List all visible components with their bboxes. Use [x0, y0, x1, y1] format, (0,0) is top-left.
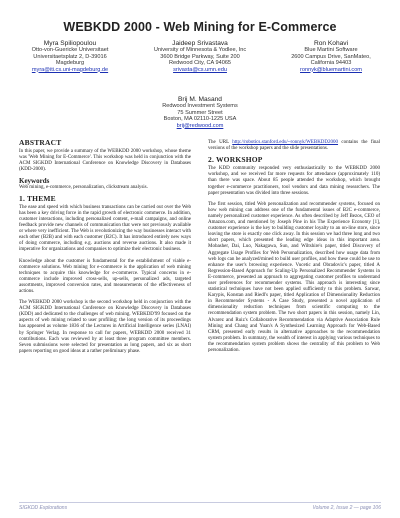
keywords-heading: Keywords	[19, 177, 50, 186]
author-2	[138, 40, 262, 73]
url-prefix: The URL	[208, 140, 229, 145]
author-4	[138, 96, 262, 129]
author-email-link[interactable]: myra@iti.cs.uni-magdeburg.de	[31, 66, 109, 73]
theme-paragraph-3: The WEBKDD 2000 workshop is the second workshop held in conjunction with the ACM SIGKDD International Conference on Knowledge Discovery in Databases (KDD) and dedicated to the challenges of web mining. WEBKDD'99 focused on the aspects of web mining related to user profiling; the long version of its proceedings has appeared as volume 1836 of the Lectures in Artificial Intelligence series (LNAI) by Springer Verlag. In response to call for papers, WEBKDD 2000 received 31 contributions. Each was reviewed by at least three program committee members. Seven submissions were selected for presentation as long papers, and six as short papers reporting on good ideas at a rather preliminary phase.	[19, 300, 191, 354]
author-affiliation: University of Minnesota & Yodlee, Inc	[153, 47, 247, 54]
author-address: 75 Summer Street	[177, 109, 223, 116]
author-name: Myra Spiliopoulou	[43, 40, 97, 47]
author-name: Brij M. Masand	[178, 96, 222, 103]
left-column	[19, 140, 191, 360]
url-suffix: contains the final versions of the workshop papers and the slide presentations.	[208, 140, 380, 152]
paper-title: WEBKDD 2000 - Web Mining for E-Commerce	[63, 20, 337, 34]
workshop-url-link[interactable]: http://robotics.stanford.edu/~ronnyk/WEBKDD2000	[232, 140, 339, 145]
theme-paragraph-2: Knowledge about the customer is fundamental for the establishment of viable e-commerce solutions. Web mining for e-commerce is the application of web mining techniques to acquire this knowledge for e-commerce. Typical concerns in e-commerce include improved cross-sells, up-sells, personalized ads, targeted assortments, improved conversion rates, and measurements of the effectiveness of actions.	[19, 258, 191, 294]
author-email-link[interactable]: brij@redwood.com	[176, 122, 224, 129]
right-column	[208, 140, 380, 359]
url-paragraph	[208, 140, 380, 152]
author-address: Universitaetsplatz 2, D-39016	[33, 53, 107, 60]
abstract-text: In this paper, we provide a summary of the WEBKDD 2000 workshop, whose theme was 'Web Mining for E-Commerce'. This workshop was held in conjunction with the ACM SIGKDD International Conference on Knowledge Discovery in Databases (KDD-2000).	[19, 149, 191, 173]
footer-volume: Volume 2, Issue 2 — page 106	[312, 505, 381, 511]
author-affiliation: Otto-von-Guericke Universitaet	[31, 47, 109, 54]
workshop-paragraph-1: The KDD community responded very enthusiastically to the WEBKDD 2000 workshop, and we received far more requests for attendance (approximately 110) than there was space. About 85 people attended the workshop, which brought together e-commerce practitioners, tool vendors and data mining researchers. The paper presentation was divided into three sessions.	[208, 166, 380, 196]
workshop-paragraph-2: The first session, titled Web personalization and recommender systems, focused on how web mining can address one of the fundamental issues of B2C e-commerce, namely personalized customer experience. As often described by Jeff Bezos, CEO of Amazon.com, and mentioned by Joseph Pine in his The Experience Economy [1], customer experience is the key to building customer loyalty to an on-line store, since leaving the store is exactly one click away. In this session we had three long and two short papers, which presented the leading edge ideas in this important area. Mobasher, Dai, Luo, Nakagawa, Sun, and Wiltshire's paper, titled Discovery of Aggregate Usage Profiles for Web Personalization, described how usage data from web logs can be analyzed/mined to build user profiles, and how these could be use to enhance the user's browsing experience. Vucetic and Obradovic's paper, titled A Regression-Based Approach for Scaling-Up Personalized Recommender Systems in E-commerce, presented an approach to aggregating customer profiles to understand user preferences for recommender systems. This approach is interesting since statistical techniques have not been applied sufficiently to this problem. Sarwar, Karypis, Konstan and Riedl's paper, titled Application of Dimensionality Reduction in Recommender Systems - A Case Study, presented a novel application of dimensionality reduction techniques from scientific computing to the recommendation system problem. The two short papers in this session, namely Lin, Alvarez and Ruiz's Collaborative Recommendation via Adaptive Association Rule Mining and Chang and Yuan's A Synthesized Learning Approach for Web-Based CRM, presented early results in alternative approaches to the recommendation system problem. In summary, the wealth of interest in applying various techniques to the recommendation system problem shows the centrality of this problem to Web personalization.	[208, 201, 380, 353]
author-address: 3600 Bridge Parkway, Suite 200	[160, 53, 240, 60]
author-city: Redwood City, CA 94065	[168, 60, 232, 67]
author-name: Jaideep Srivastava	[172, 40, 228, 47]
author-affiliation: Redwood Investment Systems	[162, 103, 238, 110]
author-affiliation: Blue Martini Software	[304, 47, 358, 54]
section-heading-theme: 1. THEME	[19, 193, 56, 203]
author-block	[0, 40, 400, 132]
author-city: Boston, MA 02110-1225 USA	[163, 116, 237, 123]
abstract-heading: ABSTRACT	[19, 138, 62, 147]
keywords-text: Web mining, e-commerce, personalization, clickstream analysis.	[19, 184, 148, 190]
author-email-link[interactable]: srivasta@cs.umn.edu	[173, 66, 227, 73]
theme-paragraph-1: The ease and speed with which business transactions can be carried out over the Web has been a key driving force in the rapid growth of electronic commerce. In addition, customer interactions, including personalized content, e-mail campaigns, and online feedback provide new channels of communication that were not previously available or where very inefficient. The Web is revolutionizing the way businesses interact with each other (B2B) and with each customer (B2C). It has introduced entirely new ways of doing commerce, including e.g. auctions and reverse auctions. It also made it imperative for organizations and companies to optimize their electronic business.	[19, 204, 191, 253]
author-3	[270, 40, 392, 73]
author-address: 2600 Campus Drive, SanMateo,	[291, 53, 371, 60]
footer-journal: SIGKDD Explorations	[19, 505, 68, 511]
author-name: Ron Kohavi	[313, 40, 349, 47]
author-email-link[interactable]: ronnyk@bluemartini.com	[300, 66, 362, 73]
page-footer	[19, 502, 381, 511]
section-heading-workshop: 2. WORKSHOP	[208, 155, 263, 165]
author-city: Magdeburg	[55, 60, 85, 67]
author-1	[10, 40, 130, 73]
author-city: California 94403	[310, 60, 352, 67]
